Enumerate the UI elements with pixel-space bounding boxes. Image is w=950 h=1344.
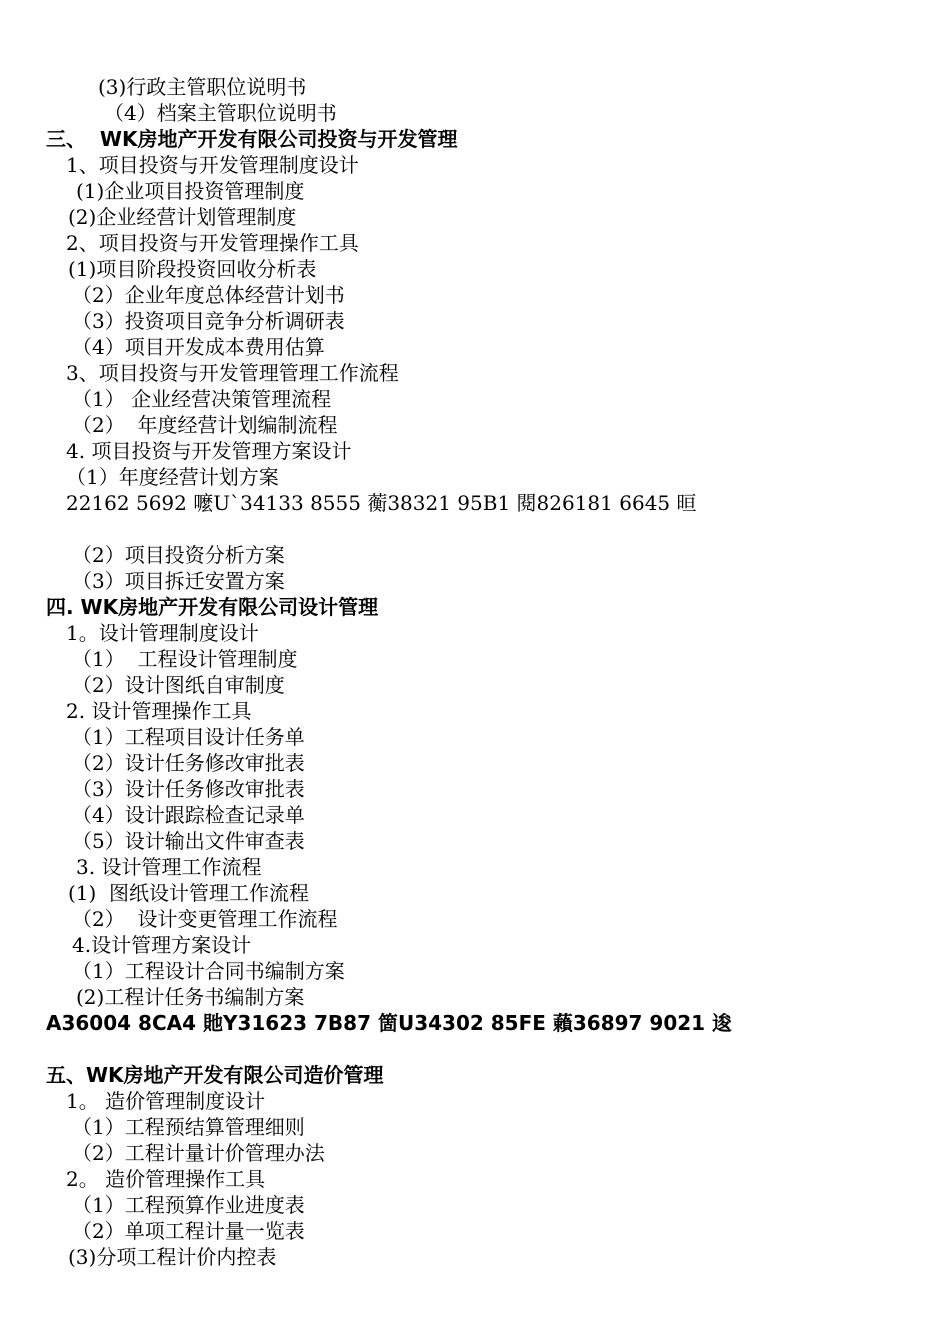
doc-line-23: （2）设计图纸自审制度 <box>72 673 285 697</box>
section-heading-3: 三、 WK房地产开发有限公司投资与开发管理 <box>46 127 458 151</box>
doc-line-1: (3)行政主管职位说明书 <box>98 75 307 99</box>
doc-line-38: 1。 造价管理制度设计 <box>66 1089 266 1113</box>
garbled-code-line-1: 22162 5692 嚒U`34133 8555 蘅38321 95B1 閱826181 6645 晅 <box>66 491 697 515</box>
doc-line-11: （4）项目开发成本费用估算 <box>72 335 325 359</box>
doc-line-33: 4.设计管理方案设计 <box>72 933 252 957</box>
doc-line-16: （1）年度经营计划方案 <box>66 465 279 489</box>
doc-line-22: （1） 工程设计管理制度 <box>72 647 298 671</box>
doc-line-25: （1）工程项目设计任务单 <box>72 725 305 749</box>
doc-line-29: （5）设计输出文件审查表 <box>72 829 305 853</box>
doc-line-24: 2. 设计管理操作工具 <box>66 699 252 723</box>
doc-line-30: 3. 设计管理工作流程 <box>76 855 262 879</box>
doc-line-44: (3)分项工程计价内控表 <box>68 1245 277 1269</box>
doc-line-5: (1)企业项目投资管理制度 <box>76 179 305 203</box>
doc-line-15: 4. 项目投资与开发管理方案设计 <box>66 439 352 463</box>
doc-line-14: （2） 年度经营计划编制流程 <box>72 413 338 437</box>
section-heading-5: 五、WK房地产开发有限公司造价管理 <box>46 1063 384 1087</box>
doc-line-21: 1。设计管理制度设计 <box>66 621 259 645</box>
doc-line-34: （1）工程设计合同书编制方案 <box>72 959 345 983</box>
doc-line-26: （2）设计任务修改审批表 <box>72 751 305 775</box>
doc-line-10: （3）投资项目竞争分析调研表 <box>72 309 345 333</box>
doc-line-4: 1、项目投资与开发管理制度设计 <box>66 153 359 177</box>
garbled-code-line-2: A36004 8CA4 貤Y31623 7B87 箇U34302 85FE 藾36897 9021 逡 <box>46 1011 733 1035</box>
doc-line-9: （2）企业年度总体经营计划书 <box>72 283 345 307</box>
doc-line-7: 2、项目投资与开发管理操作工具 <box>66 231 359 255</box>
doc-line-42: （1）工程预算作业进度表 <box>72 1193 305 1217</box>
doc-line-35: (2)工程计任务书编制方案 <box>76 985 305 1009</box>
section-heading-4: 四. WK房地产开发有限公司设计管理 <box>46 595 379 619</box>
doc-line-6: (2)企业经营计划管理制度 <box>68 205 297 229</box>
doc-line-19: （3）项目拆迁安置方案 <box>72 569 285 593</box>
doc-line-31: (1) 图纸设计管理工作流程 <box>68 881 310 905</box>
doc-line-18: （2）项目投资分析方案 <box>72 543 285 567</box>
doc-line-40: （2）工程计量计价管理办法 <box>72 1141 325 1165</box>
doc-line-2: （4）档案主管职位说明书 <box>104 101 337 125</box>
doc-line-27: （3）设计任务修改审批表 <box>72 777 305 801</box>
doc-line-13: （1） 企业经营决策管理流程 <box>72 387 332 411</box>
doc-line-8: (1)项目阶段投资回收分析表 <box>68 257 317 281</box>
doc-line-28: （4）设计跟踪检查记录单 <box>72 803 305 827</box>
doc-line-41: 2。 造价管理操作工具 <box>66 1167 266 1191</box>
doc-line-43: （2）单项工程计量一览表 <box>72 1219 305 1243</box>
doc-line-32: （2） 设计变更管理工作流程 <box>72 907 338 931</box>
doc-line-12: 3、项目投资与开发管理管理工作流程 <box>66 361 399 385</box>
doc-line-39: （1）工程预结算管理细则 <box>72 1115 305 1139</box>
